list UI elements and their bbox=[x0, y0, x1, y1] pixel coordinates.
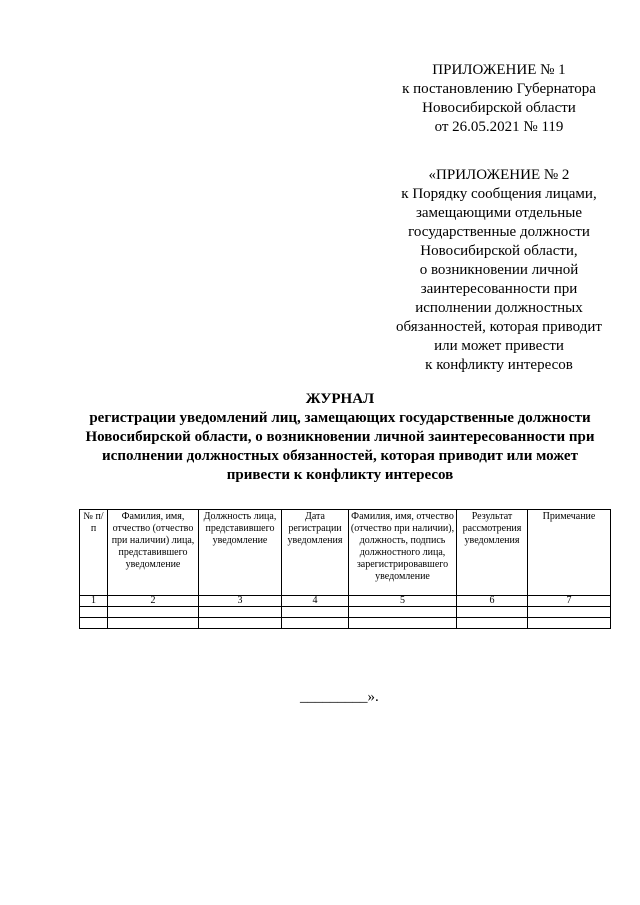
appendix-1-line: от 26.05.2021 № 119 bbox=[434, 119, 564, 135]
column-number-cell: 5 bbox=[349, 596, 457, 607]
column-number-cell: 2 bbox=[108, 596, 199, 607]
journal-subtitle-line: Новосибирской области, о возникновении личной заинтересованности при bbox=[85, 429, 595, 445]
table-cell bbox=[282, 607, 349, 618]
table-column-numbers-row bbox=[80, 596, 611, 607]
column-number-cell: 4 bbox=[282, 596, 349, 607]
appendix-2-line: исполнении должностных bbox=[415, 300, 583, 316]
column-number-cell: 7 bbox=[528, 596, 611, 607]
column-number-cell: 1 bbox=[80, 596, 108, 607]
table-cell bbox=[108, 618, 199, 629]
appendix-2-header bbox=[374, 166, 624, 375]
appendix-1-line: Новосибирской области bbox=[422, 100, 576, 116]
header-cell-applicant-position: Должность лица, представившего уведомление bbox=[199, 510, 282, 596]
table-empty-row bbox=[80, 607, 611, 618]
table-cell bbox=[108, 607, 199, 618]
table-cell bbox=[282, 618, 349, 629]
appendix-2-line: или может привести bbox=[434, 338, 564, 354]
appendix-1-line: ПРИЛОЖЕНИЕ № 1 bbox=[432, 62, 566, 78]
appendix-1-header bbox=[374, 61, 624, 137]
appendix-2-line: о возникновении личной bbox=[419, 262, 579, 278]
column-number-cell: 6 bbox=[457, 596, 528, 607]
journal-subtitle-line: привести к конфликту интересов bbox=[226, 467, 454, 483]
table-empty-row bbox=[80, 618, 611, 629]
table-cell bbox=[349, 618, 457, 629]
header-cell-result: Результат рассмотрения уведомления bbox=[457, 510, 528, 596]
journal-title bbox=[40, 390, 640, 485]
header-cell-number: № п/п bbox=[80, 510, 108, 596]
appendix-2-line: замещающими отдельные bbox=[415, 205, 583, 221]
appendix-2-line: заинтересованности при bbox=[420, 281, 578, 297]
journal-table bbox=[79, 509, 611, 629]
table-cell bbox=[80, 618, 108, 629]
appendix-2-line: государственные должности bbox=[408, 224, 590, 240]
table-cell bbox=[349, 607, 457, 618]
table-cell bbox=[80, 607, 108, 618]
table-cell bbox=[457, 607, 528, 618]
journal-subtitle-line: исполнении должностных обязанностей, которая приводит или может bbox=[102, 448, 578, 464]
appendix-2-line: к Порядку сообщения лицами, bbox=[401, 186, 597, 202]
header-cell-note: Примечание bbox=[528, 510, 611, 596]
appendix-2-line: обязанностей, которая приводит bbox=[396, 319, 602, 335]
table-cell bbox=[528, 618, 611, 629]
journal-heading: ЖУРНАЛ bbox=[305, 391, 375, 407]
table-cell bbox=[528, 607, 611, 618]
table-header-row bbox=[80, 510, 611, 596]
appendix-2-line: к конфликту интересов bbox=[425, 357, 573, 373]
header-cell-applicant-name: Фамилия, имя, отчество (отчество при наличии) лица, представившего уведомление bbox=[108, 510, 199, 596]
table-cell bbox=[199, 618, 282, 629]
table-cell bbox=[199, 607, 282, 618]
journal-subtitle-line: регистрации уведомлений лиц, замещающих государственные должности bbox=[89, 410, 591, 426]
appendix-2-line: Новосибирской области, bbox=[420, 243, 578, 259]
table-cell bbox=[457, 618, 528, 629]
header-cell-registration-date: Дата регистрации уведомления bbox=[282, 510, 349, 596]
header-cell-registrar: Фамилия, имя, отчество (отчество при наличии), должность, подпись должностного лица, зарегистрировавшего уведомление bbox=[349, 510, 457, 596]
column-number-cell: 3 bbox=[199, 596, 282, 607]
appendix-1-line: к постановлению Губернатора bbox=[402, 81, 596, 97]
appendix-2-line: «ПРИЛОЖЕНИЕ № 2 bbox=[428, 167, 570, 183]
closing-signature-line: _________». bbox=[300, 689, 379, 705]
